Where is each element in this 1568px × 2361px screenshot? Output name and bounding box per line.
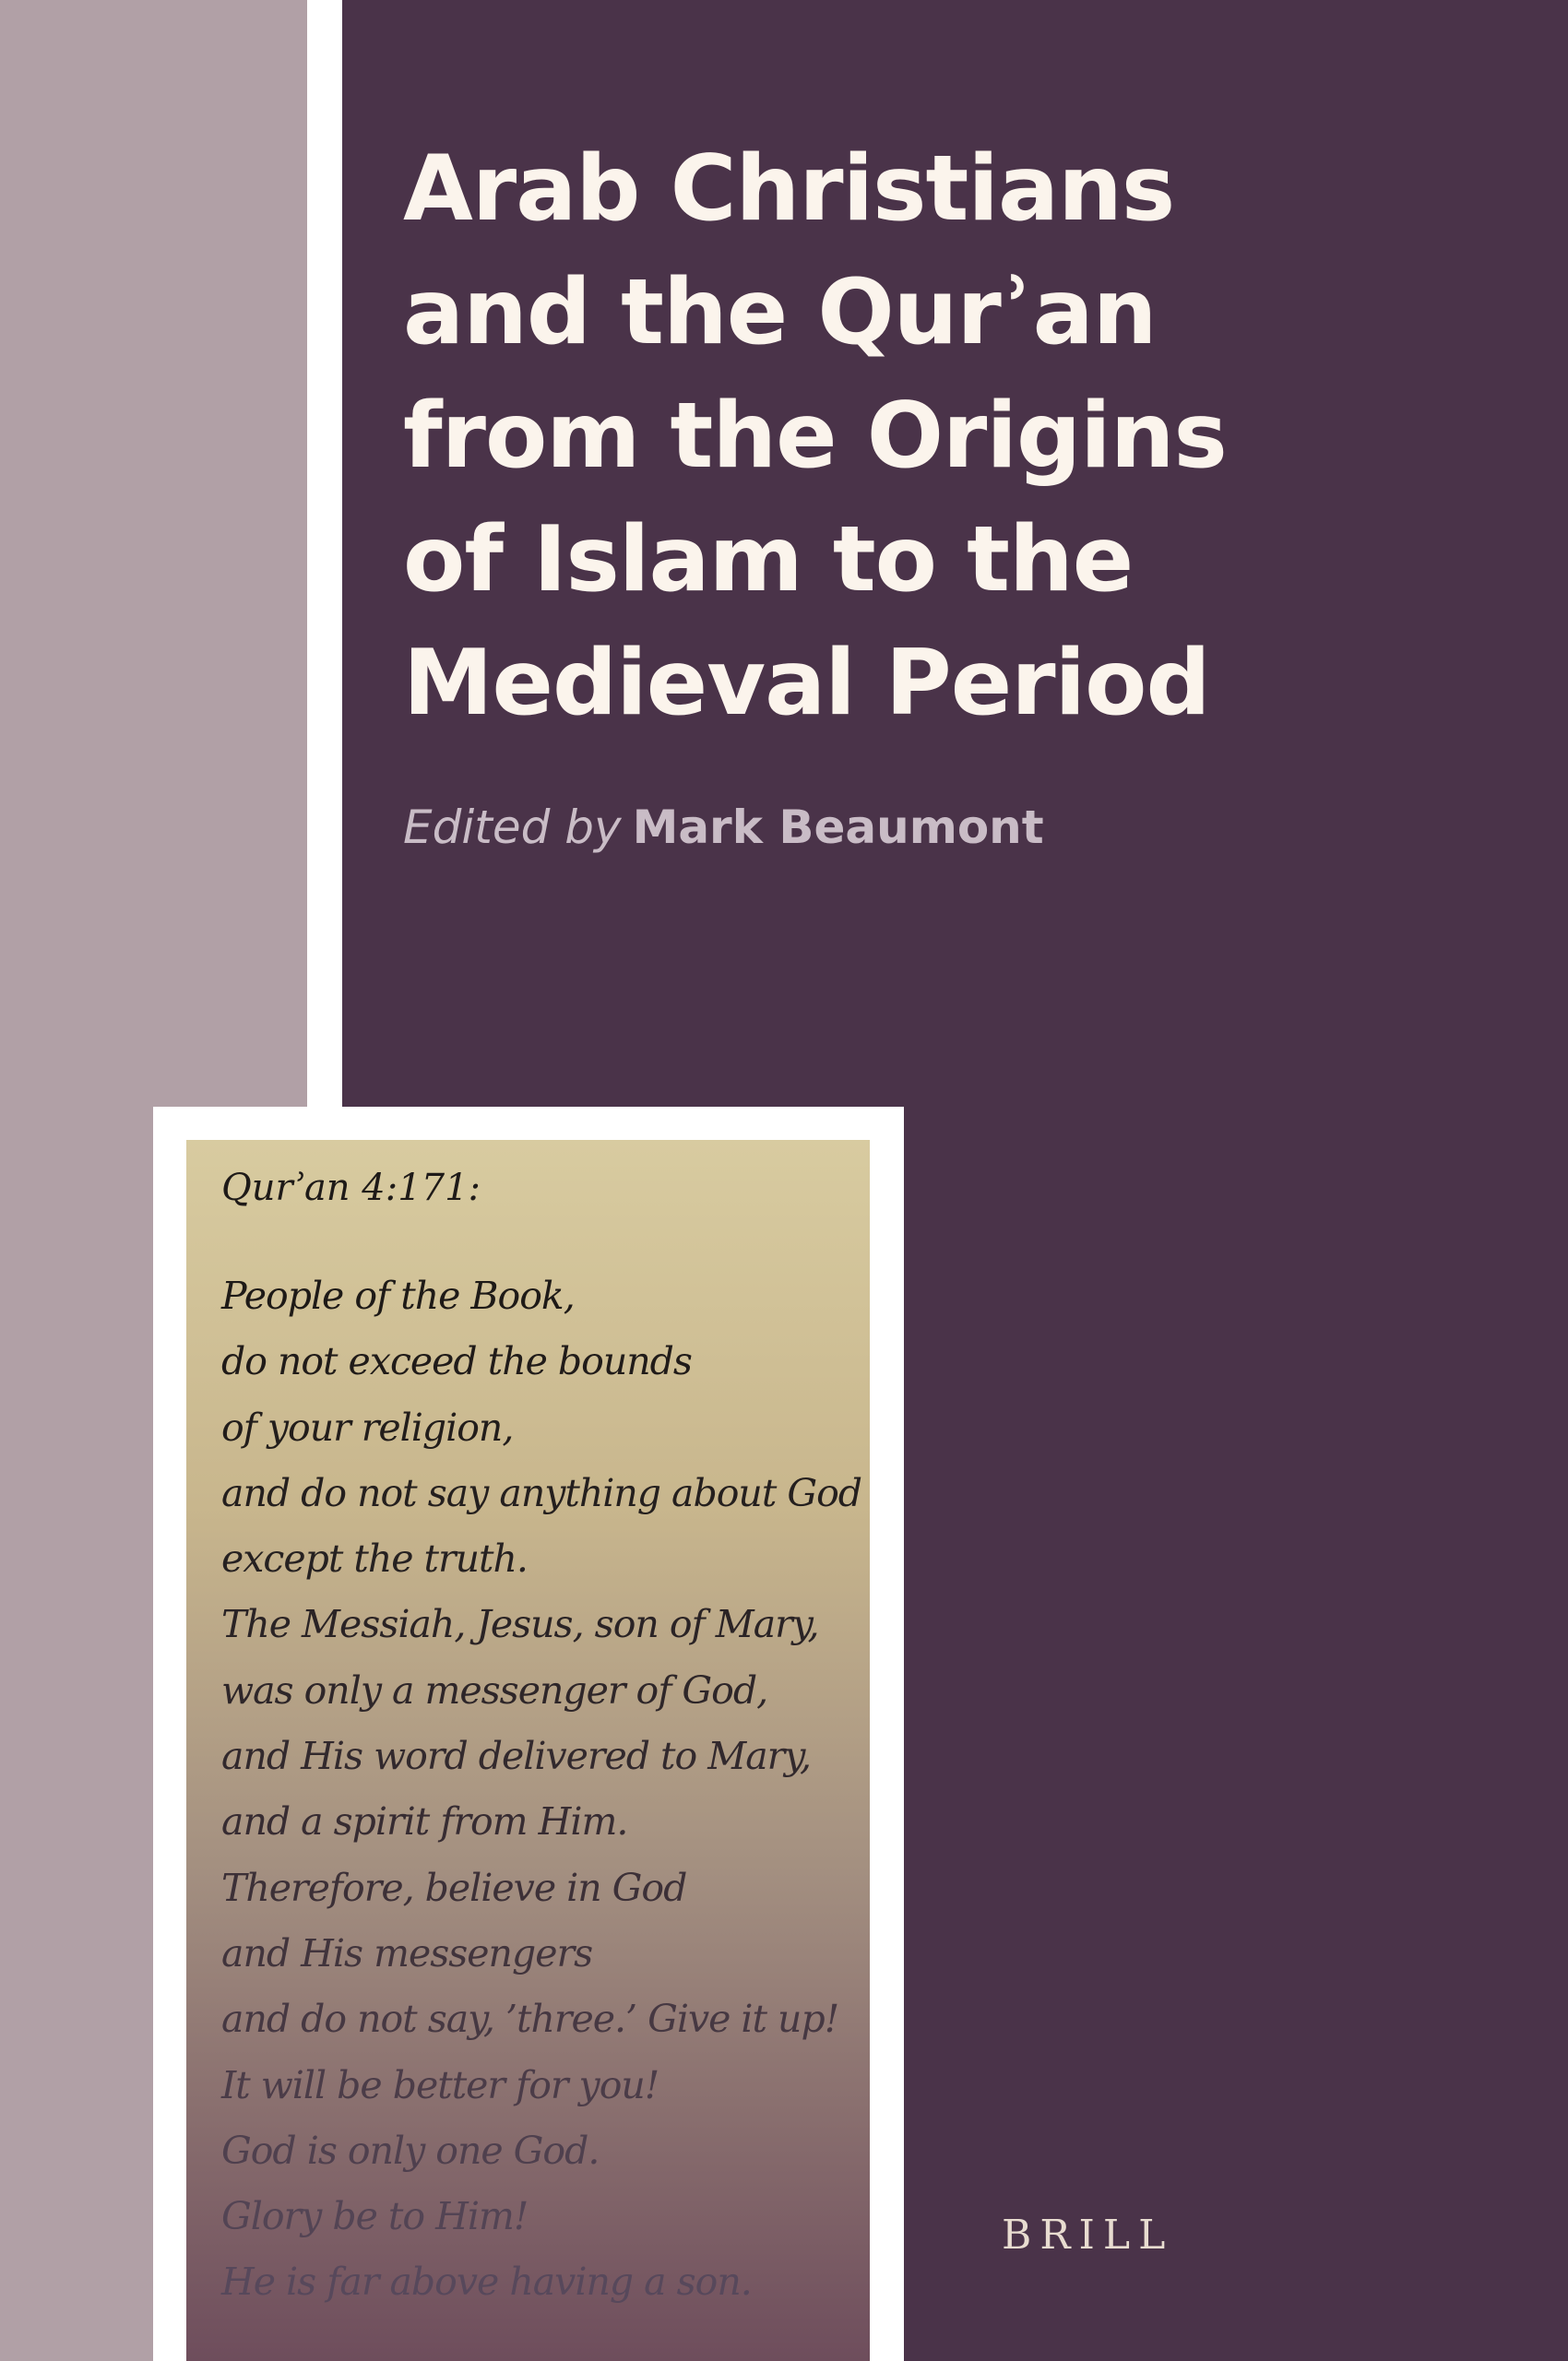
quote-line: and His word delivered to Mary,: [221, 1734, 811, 1779]
quote-reference: Qurʾan 4:171:: [221, 1167, 481, 1209]
quote-line: and do not say anything about God: [221, 1470, 862, 1515]
quote-line: Glory be to Him!: [221, 2194, 529, 2239]
book-title-line: Medieval Period: [403, 631, 1210, 736]
quote-line: and a spirit from Him.: [221, 1799, 628, 1845]
publisher-logo: BRILL: [1002, 2212, 1174, 2259]
quote-panel: [186, 1140, 870, 2361]
quote-line: do not exceed the bounds: [221, 1339, 692, 1384]
editor-credit: [403, 795, 1044, 860]
book-title-line: from the Origins: [403, 384, 1227, 489]
editor-prefix: Edited by: [403, 801, 622, 854]
quote-frame: [153, 1107, 904, 2361]
quote-line: and do not say, ’three.’ Give it up!: [221, 1997, 839, 2042]
quote-line: It will be better for you!: [221, 2062, 659, 2107]
quote-line: People of the Book,: [221, 1274, 575, 1318]
editor-name: Mark Beaumont: [632, 801, 1044, 854]
quote-text: [221, 1264, 861, 2316]
white-divider: [307, 0, 342, 1107]
book-title: [403, 127, 1491, 745]
quote-line: except the truth.: [221, 1536, 528, 1582]
quote-line: Therefore, believe in God: [221, 1865, 687, 1910]
book-title-line: Arab Christians: [403, 136, 1175, 242]
quote-line: was only a messenger of God,: [221, 1667, 768, 1713]
quote-line: God is only one God.: [221, 2128, 600, 2173]
book-title-line: of Islam to the: [403, 507, 1134, 612]
quote-line: and His messengers: [221, 1930, 593, 1975]
book-title-line: and the Qurʾan: [403, 260, 1157, 365]
quote-line: of your religion,: [221, 1405, 514, 1450]
quote-line: The Messiah, Jesus, son of Mary,: [221, 1602, 819, 1647]
quote-line: He is far above having a son.: [221, 2260, 752, 2305]
